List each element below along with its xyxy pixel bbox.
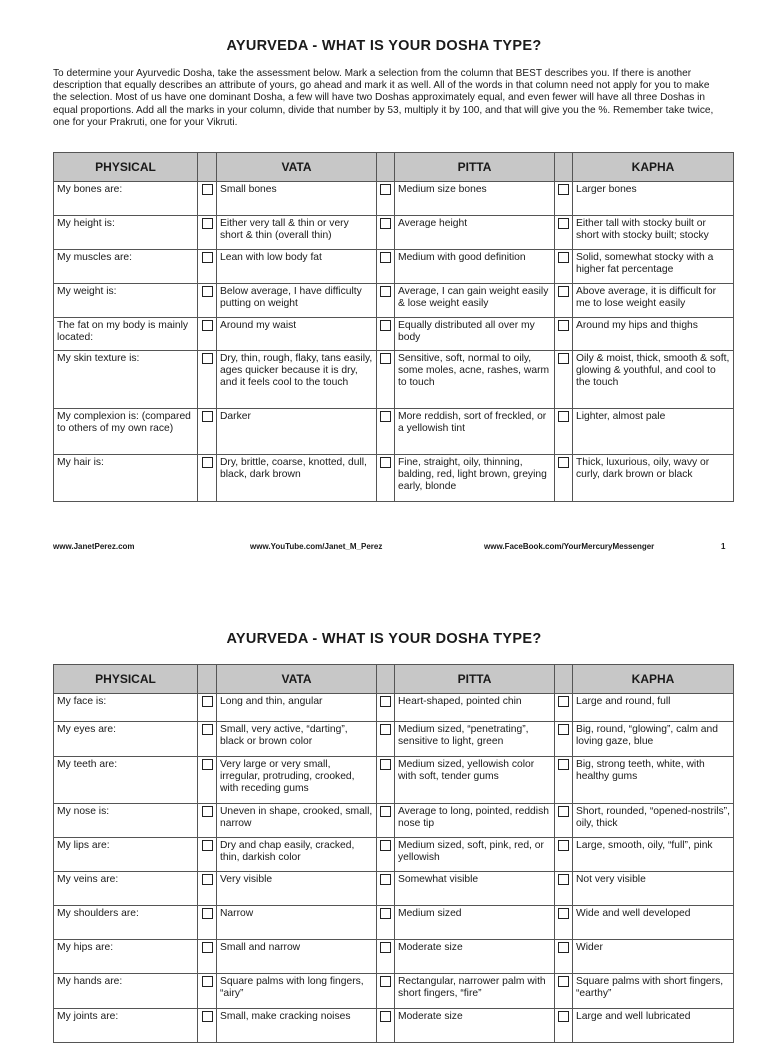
pitta-checkbox[interactable] — [380, 942, 391, 953]
table-row — [54, 216, 734, 250]
kapha-checkbox-cell — [555, 906, 573, 940]
pitta-checkbox-cell — [377, 722, 395, 757]
attribute-label: My height is: — [54, 216, 198, 250]
kapha-description: Big, strong teeth, white, with healthy gums — [573, 757, 734, 804]
kapha-checkbox-cell — [555, 722, 573, 757]
kapha-checkbox[interactable] — [558, 252, 569, 263]
kapha-description: Square palms with short fingers, “earthy” — [573, 974, 734, 1009]
kapha-description: Not very visible — [573, 872, 734, 906]
vata-checkbox[interactable] — [202, 184, 213, 195]
vata-description: Small, make cracking noises — [217, 1009, 377, 1043]
pitta-checkbox[interactable] — [380, 411, 391, 422]
footer-website[interactable]: www.JanetPerez.com — [53, 542, 135, 551]
vata-checkbox[interactable] — [202, 286, 213, 297]
pitta-checkbox-cell — [377, 838, 395, 872]
kapha-checkbox[interactable] — [558, 806, 569, 817]
kapha-description: Larger bones — [573, 182, 734, 216]
pitta-checkbox[interactable] — [380, 286, 391, 297]
pitta-checkbox[interactable] — [380, 320, 391, 331]
pitta-checkbox[interactable] — [380, 1011, 391, 1022]
vata-checkbox-cell — [198, 216, 217, 250]
pitta-checkbox-cell — [377, 318, 395, 351]
vata-description: Dry and chap easily, cracked, thin, darkish color — [217, 838, 377, 872]
vata-checkbox[interactable] — [202, 252, 213, 263]
vata-description: Around my waist — [217, 318, 377, 351]
kapha-checkbox[interactable] — [558, 353, 569, 364]
pitta-checkbox-cell — [377, 757, 395, 804]
vata-description: Square palms with long fingers, “airy” — [217, 974, 377, 1009]
footer-youtube[interactable]: www.YouTube.com/Janet_M_Perez — [250, 542, 383, 551]
attribute-label: My joints are: — [54, 1009, 198, 1043]
vata-checkbox-cell — [198, 940, 217, 974]
table-row — [54, 409, 734, 455]
kapha-description: Either tall with stocky built or short with stocky built; stocky — [573, 216, 734, 250]
attribute-label: My lips are: — [54, 838, 198, 872]
header-vata: VATA — [217, 665, 377, 694]
vata-checkbox-cell — [198, 409, 217, 455]
kapha-checkbox-cell — [555, 940, 573, 974]
vata-checkbox[interactable] — [202, 218, 213, 229]
kapha-checkbox[interactable] — [558, 1011, 569, 1022]
kapha-checkbox-cell — [555, 409, 573, 455]
table-row — [54, 838, 734, 872]
kapha-description: Large, smooth, oily, “full”, pink — [573, 838, 734, 872]
kapha-checkbox[interactable] — [558, 976, 569, 987]
pitta-checkbox[interactable] — [380, 184, 391, 195]
pitta-checkbox[interactable] — [380, 724, 391, 735]
kapha-checkbox[interactable] — [558, 320, 569, 331]
table-row — [54, 182, 734, 216]
kapha-checkbox[interactable] — [558, 759, 569, 770]
vata-description: Below average, I have difficulty putting on weight — [217, 284, 377, 318]
pitta-description: Equally distributed all over my body — [395, 318, 555, 351]
table-row — [54, 455, 734, 502]
vata-checkbox-cell — [198, 906, 217, 940]
pitta-description: Average to long, pointed, reddish nose tip — [395, 804, 555, 838]
header-spacer — [555, 153, 573, 182]
vata-description: Small and narrow — [217, 940, 377, 974]
vata-checkbox[interactable] — [202, 840, 213, 851]
page-title: AYURVEDA - WHAT IS YOUR DOSHA TYPE? — [226, 38, 542, 54]
table-row — [54, 1009, 734, 1043]
kapha-description: Lighter, almost pale — [573, 409, 734, 455]
vata-checkbox-cell — [198, 974, 217, 1009]
vata-description: Darker — [217, 409, 377, 455]
kapha-description: Short, rounded, “opened-nostrils”, oily, thick — [573, 804, 734, 838]
vata-description: Narrow — [217, 906, 377, 940]
vata-checkbox[interactable] — [202, 320, 213, 331]
vata-description: Lean with low body fat — [217, 250, 377, 284]
kapha-checkbox-cell — [555, 250, 573, 284]
pitta-checkbox-cell — [377, 182, 395, 216]
kapha-checkbox-cell — [555, 182, 573, 216]
vata-checkbox[interactable] — [202, 1011, 213, 1022]
table-row — [54, 804, 734, 838]
pitta-description: Sensitive, soft, normal to oily, some moles, acne, rashes, warm to touch — [395, 351, 555, 409]
pitta-checkbox-cell — [377, 284, 395, 318]
vata-description: Long and thin, angular — [217, 694, 377, 722]
vata-description: Dry, thin, rough, flaky, tans easily, ages quicker because it is dry, and it feels cool to the touch — [217, 351, 377, 409]
pitta-checkbox-cell — [377, 974, 395, 1009]
vata-description: Either very tall & thin or very short & thin (overall thin) — [217, 216, 377, 250]
table-row — [54, 351, 734, 409]
attribute-label: The fat on my body is mainly located: — [54, 318, 198, 351]
pitta-checkbox[interactable] — [380, 908, 391, 919]
pitta-checkbox[interactable] — [380, 218, 391, 229]
kapha-description: Wider — [573, 940, 734, 974]
kapha-checkbox-cell — [555, 1009, 573, 1043]
kapha-description: Wide and well developed — [573, 906, 734, 940]
vata-checkbox-cell — [198, 838, 217, 872]
pitta-description: Average height — [395, 216, 555, 250]
kapha-checkbox[interactable] — [558, 840, 569, 851]
vata-checkbox[interactable] — [202, 908, 213, 919]
pitta-description: Medium sized — [395, 906, 555, 940]
vata-description: Very visible — [217, 872, 377, 906]
table-row — [54, 974, 734, 1009]
kapha-description: Large and round, full — [573, 694, 734, 722]
attribute-label: My hands are: — [54, 974, 198, 1009]
kapha-description: Around my hips and thighs — [573, 318, 734, 351]
pitta-description: Fine, straight, oily, thinning, balding, red, light brown, greying early, blonde — [395, 455, 555, 502]
kapha-checkbox-cell — [555, 284, 573, 318]
attribute-label: My weight is: — [54, 284, 198, 318]
pitta-checkbox-cell — [377, 804, 395, 838]
table-row — [54, 694, 734, 722]
attribute-label: My hips are: — [54, 940, 198, 974]
vata-checkbox-cell — [198, 182, 217, 216]
pitta-checkbox-cell — [377, 351, 395, 409]
kapha-checkbox-cell — [555, 318, 573, 351]
pitta-description: Medium sized, soft, pink, red, or yellowish — [395, 838, 555, 872]
pitta-description: Medium sized, yellowish color with soft, tender gums — [395, 757, 555, 804]
pitta-description: Moderate size — [395, 940, 555, 974]
vata-checkbox[interactable] — [202, 759, 213, 770]
vata-checkbox-cell — [198, 250, 217, 284]
vata-checkbox[interactable] — [202, 976, 213, 987]
table-row — [54, 318, 734, 351]
page-title: AYURVEDA - WHAT IS YOUR DOSHA TYPE? — [226, 631, 542, 647]
table-row — [54, 757, 734, 804]
vata-checkbox-cell — [198, 1009, 217, 1043]
attribute-label: My teeth are: — [54, 757, 198, 804]
dosha-table-page-2 — [53, 664, 734, 1043]
vata-checkbox-cell — [198, 694, 217, 722]
vata-checkbox-cell — [198, 722, 217, 757]
kapha-description: Large and well lubricated — [573, 1009, 734, 1043]
header-vata: VATA — [217, 153, 377, 182]
table-header-row — [54, 665, 734, 694]
pitta-checkbox-cell — [377, 694, 395, 722]
pitta-checkbox[interactable] — [380, 457, 391, 468]
pitta-description: Medium sized, “penetrating”, sensitive to light, green — [395, 722, 555, 757]
pitta-description: Moderate size — [395, 1009, 555, 1043]
pitta-checkbox[interactable] — [380, 806, 391, 817]
pitta-description: Medium size bones — [395, 182, 555, 216]
kapha-checkbox-cell — [555, 974, 573, 1009]
vata-checkbox[interactable] — [202, 874, 213, 885]
vata-checkbox-cell — [198, 872, 217, 906]
intro-paragraph: To determine your Ayurvedic Dosha, take the assessment below. Mark a selection from the column that BEST describes you. If there is another description that equally describes an attribute of yours, go ahead and mark it as well. All of the words in that column need not apply for you to make the selection. Most of us have one dominant Dosha, a few will have two Doshas approximately equal, and even fewer will have all three Doshas in equal proportions. Add all the marks in your column, divide that number by 53, multiply it by 100, and that will give you the %. Remember take twice, one for your Prakruti, one for your Vikruti. — [53, 68, 714, 128]
kapha-checkbox[interactable] — [558, 874, 569, 885]
header-kapha: KAPHA — [573, 665, 734, 694]
kapha-description: Solid, somewhat stocky with a higher fat percentage — [573, 250, 734, 284]
pitta-description: More reddish, sort of freckled, or a yellowish tint — [395, 409, 555, 455]
attribute-label: My shoulders are: — [54, 906, 198, 940]
pitta-checkbox[interactable] — [380, 976, 391, 987]
vata-checkbox-cell — [198, 455, 217, 502]
header-spacer — [377, 665, 395, 694]
pitta-checkbox[interactable] — [380, 840, 391, 851]
vata-checkbox[interactable] — [202, 806, 213, 817]
header-pitta: PITTA — [395, 153, 555, 182]
pitta-checkbox-cell — [377, 940, 395, 974]
table-row — [54, 722, 734, 757]
header-physical: PHYSICAL — [54, 153, 198, 182]
vata-description: Dry, brittle, coarse, knotted, dull, black, dark brown — [217, 455, 377, 502]
vata-checkbox-cell — [198, 804, 217, 838]
pitta-checkbox-cell — [377, 455, 395, 502]
vata-checkbox[interactable] — [202, 696, 213, 707]
kapha-description: Big, round, “glowing”, calm and loving gaze, blue — [573, 722, 734, 757]
header-spacer — [198, 665, 217, 694]
kapha-checkbox[interactable] — [558, 696, 569, 707]
pitta-description: Medium with good definition — [395, 250, 555, 284]
pitta-checkbox-cell — [377, 1009, 395, 1043]
pitta-checkbox-cell — [377, 216, 395, 250]
table-row — [54, 250, 734, 284]
table-header-row — [54, 153, 734, 182]
kapha-checkbox[interactable] — [558, 286, 569, 297]
kapha-description: Thick, luxurious, oily, wavy or curly, dark brown or black — [573, 455, 734, 502]
pitta-checkbox-cell — [377, 250, 395, 284]
kapha-checkbox-cell — [555, 216, 573, 250]
header-spacer — [555, 665, 573, 694]
pitta-checkbox-cell — [377, 872, 395, 906]
attribute-label: My hair is: — [54, 455, 198, 502]
pitta-checkbox[interactable] — [380, 759, 391, 770]
kapha-description: Above average, it is difficult for me to lose weight easily — [573, 284, 734, 318]
pitta-checkbox[interactable] — [380, 874, 391, 885]
kapha-checkbox-cell — [555, 804, 573, 838]
pitta-description: Somewhat visible — [395, 872, 555, 906]
attribute-label: My skin texture is: — [54, 351, 198, 409]
vata-checkbox[interactable] — [202, 353, 213, 364]
vata-description: Very large or very small, irregular, protruding, crooked, with receding gums — [217, 757, 377, 804]
kapha-checkbox-cell — [555, 351, 573, 409]
table-row — [54, 284, 734, 318]
pitta-checkbox-cell — [377, 906, 395, 940]
pitta-checkbox[interactable] — [380, 353, 391, 364]
table-row — [54, 872, 734, 906]
pitta-description: Rectangular, narrower palm with short fingers, “fire” — [395, 974, 555, 1009]
kapha-checkbox[interactable] — [558, 411, 569, 422]
vata-checkbox-cell — [198, 351, 217, 409]
attribute-label: My bones are: — [54, 182, 198, 216]
header-kapha: KAPHA — [573, 153, 734, 182]
vata-checkbox-cell — [198, 284, 217, 318]
header-spacer — [198, 153, 217, 182]
vata-checkbox[interactable] — [202, 411, 213, 422]
kapha-checkbox-cell — [555, 872, 573, 906]
pitta-description: Average, I can gain weight easily & lose weight easily — [395, 284, 555, 318]
attribute-label: My nose is: — [54, 804, 198, 838]
kapha-checkbox-cell — [555, 694, 573, 722]
vata-checkbox[interactable] — [202, 942, 213, 953]
dosha-table-page-1 — [53, 152, 734, 502]
attribute-label: My muscles are: — [54, 250, 198, 284]
header-pitta: PITTA — [395, 665, 555, 694]
vata-description: Small, very active, “darting”, black or brown color — [217, 722, 377, 757]
attribute-label: My veins are: — [54, 872, 198, 906]
kapha-checkbox-cell — [555, 838, 573, 872]
header-spacer — [377, 153, 395, 182]
pitta-checkbox-cell — [377, 409, 395, 455]
attribute-label: My eyes are: — [54, 722, 198, 757]
vata-description: Small bones — [217, 182, 377, 216]
vata-description: Uneven in shape, crooked, small, narrow — [217, 804, 377, 838]
attribute-label: My face is: — [54, 694, 198, 722]
kapha-checkbox[interactable] — [558, 908, 569, 919]
footer-page-number: 1 — [721, 542, 726, 551]
table-row — [54, 906, 734, 940]
kapha-checkbox[interactable] — [558, 942, 569, 953]
pitta-checkbox[interactable] — [380, 696, 391, 707]
header-physical: PHYSICAL — [54, 665, 198, 694]
kapha-checkbox-cell — [555, 757, 573, 804]
kapha-description: Oily & moist, thick, smooth & soft, glowing & youthful, and cool to the touch — [573, 351, 734, 409]
kapha-checkbox-cell — [555, 455, 573, 502]
kapha-checkbox[interactable] — [558, 184, 569, 195]
attribute-label: My complexion is: (compared to others of my own race) — [54, 409, 198, 455]
pitta-description: Heart-shaped, pointed chin — [395, 694, 555, 722]
footer-facebook[interactable]: www.FaceBook.com/YourMercuryMessenger — [484, 542, 655, 551]
vata-checkbox[interactable] — [202, 457, 213, 468]
table-row — [54, 940, 734, 974]
kapha-checkbox[interactable] — [558, 218, 569, 229]
pitta-checkbox[interactable] — [380, 252, 391, 263]
kapha-checkbox[interactable] — [558, 724, 569, 735]
vata-checkbox[interactable] — [202, 724, 213, 735]
vata-checkbox-cell — [198, 757, 217, 804]
vata-checkbox-cell — [198, 318, 217, 351]
kapha-checkbox[interactable] — [558, 457, 569, 468]
